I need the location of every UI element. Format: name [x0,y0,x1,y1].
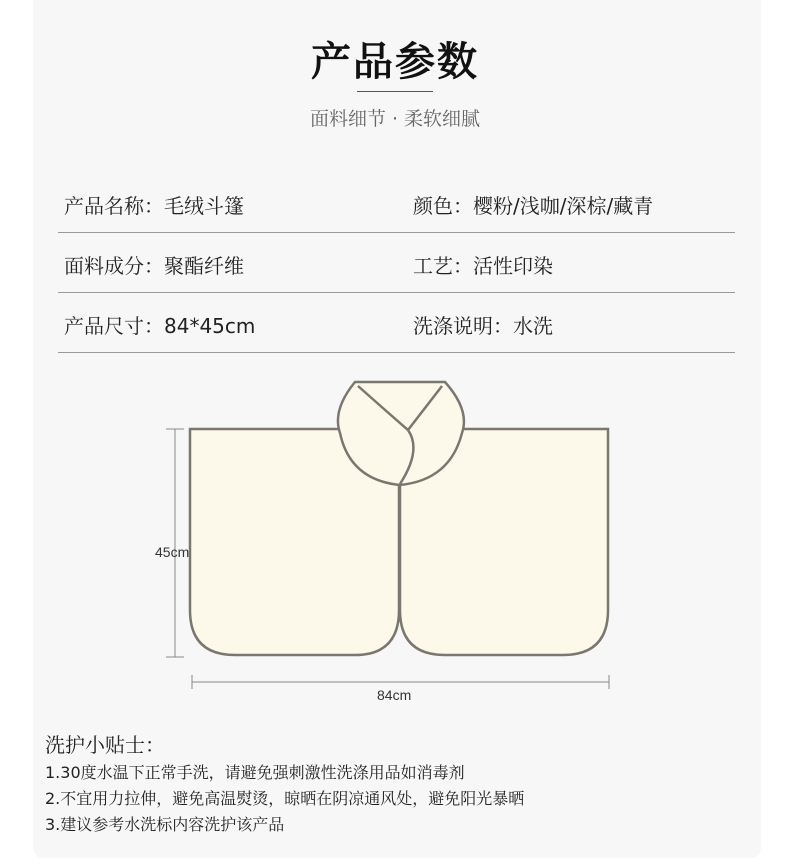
care-tips-title: 洗护小贴士： [45,733,165,757]
height-label: 45cm [155,544,190,560]
spec-fabric: 面料成分：聚酯纤维 [64,254,244,278]
care-tip: 1.30度水温下正常手洗，请避免强刺激性洗涤用品如消毒剂 [45,763,465,782]
spec-size: 产品尺寸：84*45cm [64,314,256,338]
cape-size-diagram [150,370,630,710]
spec-row [58,234,735,293]
width-label: 84cm [377,687,412,703]
care-tip: 2.不宜用力拉伸，避免高温熨烫，晾晒在阴凉通风处，避免阳光暴晒 [45,789,525,808]
spec-washing: 洗涤说明：水洗 [413,314,553,338]
spec-colors: 颜色：樱粉/浅咖/深棕/藏青 [413,194,654,218]
page-subtitle: 面料细节 · 柔软细腻 [309,108,481,130]
spec-row [58,174,735,233]
page-title: 产品参数 [311,39,479,85]
spec-row [58,294,735,353]
care-tip: 3.建议参考水洗标内容洗护该产品 [45,815,285,834]
spec-process: 工艺：活性印染 [413,254,553,278]
spec-product-name: 产品名称：毛绒斗篷 [64,194,244,218]
title-divider [357,91,433,92]
